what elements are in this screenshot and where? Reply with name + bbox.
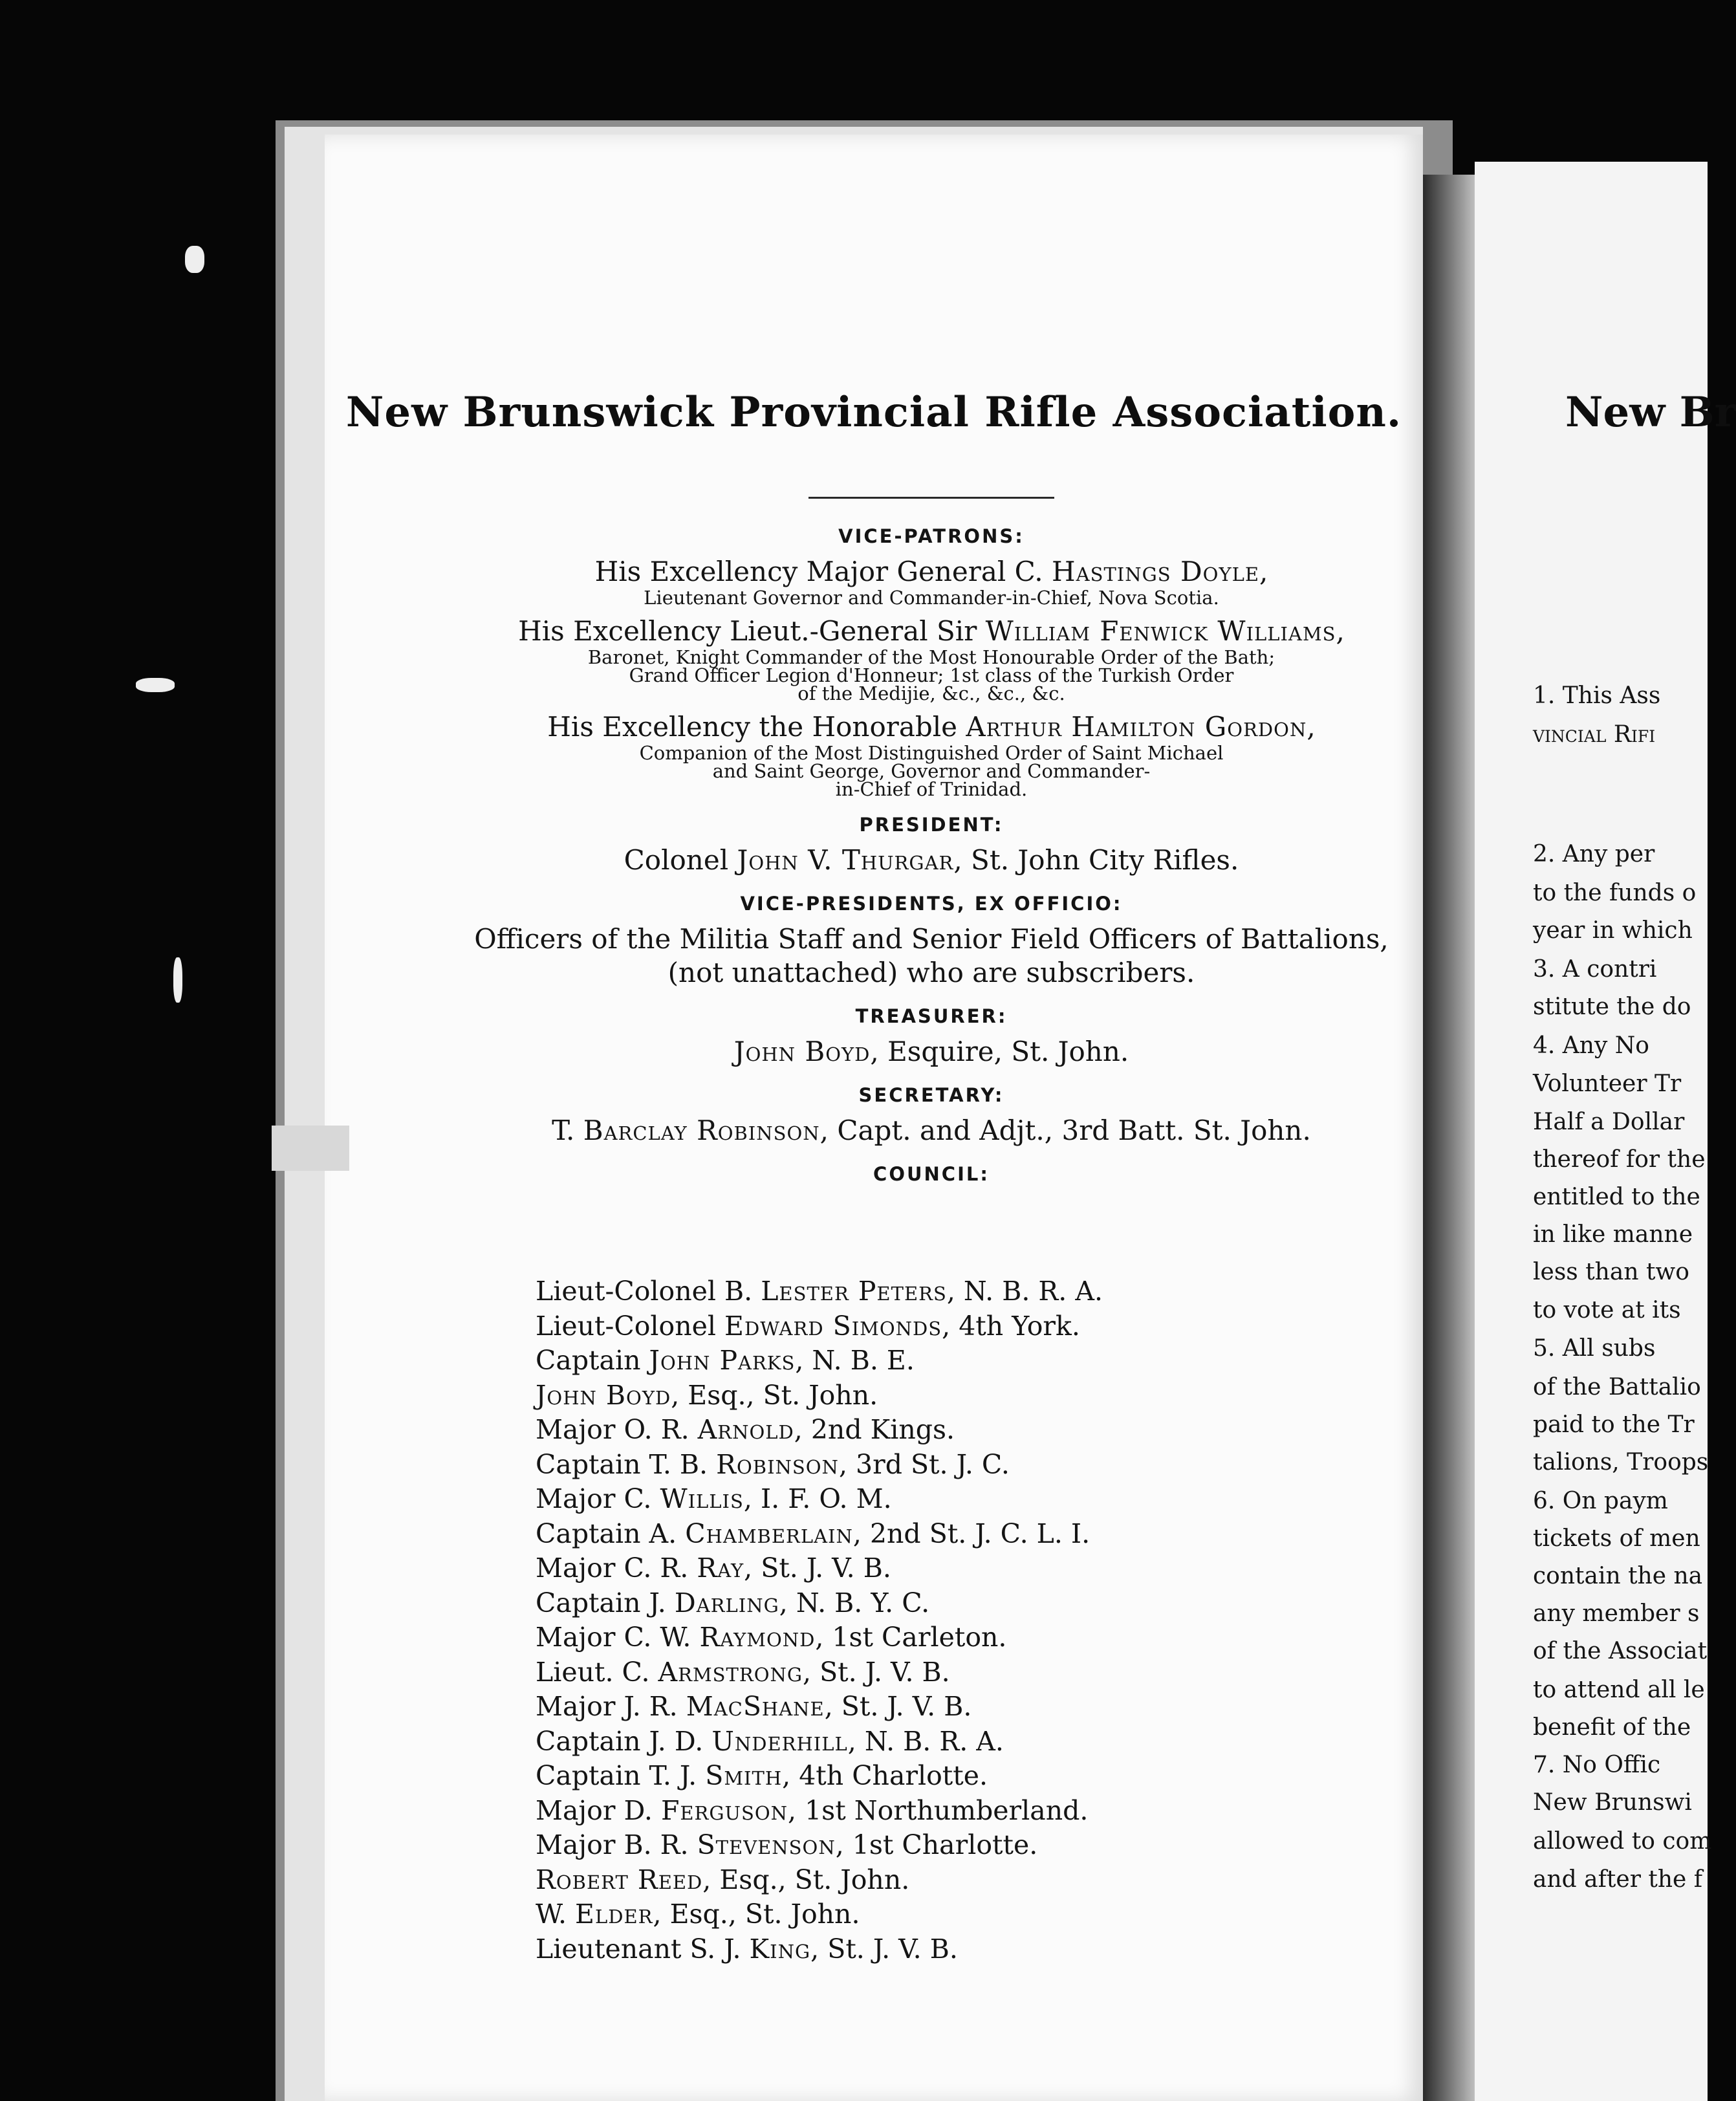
person-name: Arnold bbox=[697, 1414, 794, 1445]
person-name: Lester Peters bbox=[761, 1276, 947, 1307]
council-heading: COUNCIL: bbox=[873, 1163, 990, 1185]
council-member: Lieut. C. Armstrong, St. J. V. B. bbox=[536, 1656, 950, 1688]
person-name: John Boyd bbox=[536, 1379, 671, 1411]
president-line: Colonel John V. Thurgar, St. John City Rifles. bbox=[624, 844, 1239, 876]
person-name: Chamberlain bbox=[685, 1518, 853, 1549]
vice-presidents-line: (not unattached) who are subscribers. bbox=[667, 957, 1195, 988]
person-name: Edward Simonds bbox=[724, 1310, 942, 1342]
facing-page-line: less than two bbox=[1533, 1259, 1689, 1285]
vice-patron-detail: and Saint George, Governor and Commander- bbox=[712, 760, 1151, 782]
council-member: Major B. R. Stevenson, 1st Charlotte. bbox=[536, 1829, 1038, 1860]
page-fold bbox=[272, 1126, 349, 1171]
vice-patron-detail: of the Medijie, &c., &c., &c. bbox=[797, 682, 1065, 704]
person-name: Robinson bbox=[716, 1448, 839, 1480]
council-member: W. Elder, Esq., St. John. bbox=[536, 1899, 860, 1930]
facing-page-line: 5. All subs bbox=[1533, 1335, 1656, 1362]
vice-patron-detail: in-Chief of Trinidad. bbox=[835, 778, 1028, 800]
council-member: Captain J. D. Underhill, N. B. R. A. bbox=[536, 1725, 1004, 1757]
council-member: Captain T. J. Smith, 4th Charlotte. bbox=[536, 1760, 988, 1791]
council-member: Major J. R. MacShane, St. J. V. B. bbox=[536, 1691, 972, 1722]
vice-patron-entry bbox=[446, 615, 1416, 702]
person-name: Raymond bbox=[699, 1622, 816, 1653]
facing-page-line: 1. This Ass bbox=[1533, 682, 1661, 709]
person-name: William Fenwick Williams bbox=[985, 615, 1336, 647]
person-name: Hastings Doyle bbox=[1052, 556, 1260, 587]
facing-page-line: 4. Any No bbox=[1533, 1032, 1649, 1059]
facing-page-line: Half a Dollar bbox=[1533, 1109, 1685, 1135]
council-member: Lieut-Colonel Edward Simonds, 4th York. bbox=[536, 1310, 1080, 1342]
vice-patrons-heading: VICE-PATRONS: bbox=[838, 525, 1025, 547]
facing-page-line: to attend all le bbox=[1533, 1677, 1705, 1703]
person-name: MacShane bbox=[686, 1691, 825, 1722]
person-name: John V. Thurgar bbox=[737, 844, 954, 876]
person-name: John Parks bbox=[649, 1345, 796, 1376]
facing-page-line: 6. On paym bbox=[1533, 1488, 1668, 1514]
facing-page-line: New Brunswi bbox=[1533, 1789, 1692, 1816]
person-name: Darling bbox=[674, 1587, 779, 1618]
vice-patron-line: His Excellency Major General C. Hastings Doyle, bbox=[594, 556, 1268, 587]
facing-page-line: of the Battalio bbox=[1533, 1374, 1701, 1400]
facing-page-line: and after the f bbox=[1533, 1866, 1703, 1893]
facing-page-line: thereof for the bbox=[1533, 1146, 1706, 1173]
council-member: Lieutenant S. J. King, St. J. V. B. bbox=[536, 1933, 958, 1965]
facing-page-title: New Br bbox=[1565, 388, 1736, 437]
scan-speck bbox=[185, 246, 204, 273]
vice-presidents-line: Officers of the Militia Staff and Senior Field Officers of Battalions, bbox=[474, 923, 1389, 955]
treasurer-line: John Boyd, Esquire, St. John. bbox=[733, 1036, 1129, 1067]
person-name: Willis bbox=[660, 1483, 744, 1514]
vice-presidents-heading: VICE-PRESIDENTS, EX OFFICIO: bbox=[740, 893, 1123, 915]
council-member: Major O. R. Arnold, 2nd Kings. bbox=[536, 1414, 955, 1445]
person-name: Ray bbox=[697, 1552, 744, 1584]
council-member: Captain T. B. Robinson, 3rd St. J. C. bbox=[536, 1448, 1010, 1480]
facing-page-line: 2. Any per bbox=[1533, 841, 1655, 867]
scan-speck bbox=[136, 678, 175, 692]
council-member: Lieut-Colonel B. Lester Peters, N. B. R. A. bbox=[536, 1276, 1103, 1307]
facing-page-line: any member s bbox=[1533, 1600, 1700, 1627]
title-rule bbox=[808, 497, 1054, 499]
facing-page-line: year in which bbox=[1533, 917, 1693, 944]
council-member: Major D. Ferguson, 1st Northumberland. bbox=[536, 1794, 1089, 1826]
facing-page-line: to the funds o bbox=[1533, 880, 1697, 906]
facing-page-line: of the Associat bbox=[1533, 1638, 1708, 1664]
person-name: John Boyd bbox=[733, 1036, 871, 1067]
treasurer-heading: TREASURER: bbox=[855, 1005, 1008, 1027]
facing-page-line: paid to the Tr bbox=[1533, 1411, 1695, 1438]
facing-page-line: Volunteer Tr bbox=[1533, 1071, 1682, 1097]
council-member: Captain John Parks, N. B. E. bbox=[536, 1345, 915, 1376]
document-title: New Brunswick Provincial Rifle Association. bbox=[345, 388, 1402, 437]
scan-speck bbox=[173, 957, 182, 1003]
facing-page-line: in like manne bbox=[1533, 1221, 1693, 1248]
officers-list bbox=[446, 517, 1416, 1193]
vice-patron-line: His Excellency the Honorable Arthur Hamilton Gordon, bbox=[547, 711, 1316, 743]
president-heading: PRESIDENT: bbox=[859, 814, 1004, 836]
person-name: Smith bbox=[705, 1760, 783, 1791]
council-member-list bbox=[536, 1274, 1376, 1966]
vice-patron-entry bbox=[446, 555, 1416, 607]
person-name: Underhill bbox=[711, 1725, 848, 1757]
person-name: Ferguson bbox=[660, 1794, 788, 1826]
person-name: Robert Reed bbox=[536, 1864, 703, 1895]
person-name: Stevenson bbox=[697, 1829, 836, 1860]
council-member: Major C. W. Raymond, 1st Carleton. bbox=[536, 1622, 1007, 1653]
facing-page-line: 7. No Offic bbox=[1533, 1752, 1661, 1778]
council-member: Captain J. Darling, N. B. Y. C. bbox=[536, 1587, 930, 1618]
council-member: Robert Reed, Esq., St. John. bbox=[536, 1864, 910, 1895]
vice-patron-entry bbox=[446, 710, 1416, 798]
vice-patron-detail: Lieutenant Governor and Commander-in-Chief, Nova Scotia. bbox=[644, 587, 1219, 609]
vice-patron-detail: Grand Officer Legion d'Honneur; 1st class of the Turkish Order bbox=[629, 664, 1234, 686]
facing-page-line: to vote at its bbox=[1533, 1297, 1681, 1323]
secretary-line: T. Barclay Robinson, Capt. and Adjt., 3rd Batt. St. John. bbox=[552, 1115, 1311, 1146]
council-member: John Boyd, Esq., St. John. bbox=[536, 1379, 878, 1411]
facing-page-line: entitled to the bbox=[1533, 1184, 1700, 1210]
facing-page-line: tickets of men bbox=[1533, 1525, 1700, 1552]
vice-patron-line: His Excellency Lieut.-General Sir William Fenwick Williams, bbox=[518, 615, 1345, 647]
facing-page-line: 3. A contri bbox=[1533, 956, 1657, 983]
person-name: King bbox=[749, 1933, 811, 1965]
vice-patron-detail: Companion of the Most Distinguished Order of Saint Michael bbox=[639, 742, 1224, 764]
vice-patron-detail: Baronet, Knight Commander of the Most Honourable Order of the Bath; bbox=[587, 646, 1275, 668]
book-gutter bbox=[1423, 175, 1475, 2101]
council-member: Captain A. Chamberlain, 2nd St. J. C. L. I. bbox=[536, 1518, 1090, 1549]
facing-page-line: vincial Rifi bbox=[1533, 721, 1656, 748]
person-name: Armstrong bbox=[658, 1656, 803, 1688]
council-member: Major C. R. Ray, St. J. V. B. bbox=[536, 1552, 891, 1584]
person-name: Barclay Robinson bbox=[583, 1115, 820, 1146]
facing-page-line: stitute the do bbox=[1533, 994, 1691, 1020]
facing-page-line: benefit of the bbox=[1533, 1714, 1691, 1741]
council-member: Major C. Willis, I. F. O. M. bbox=[536, 1483, 892, 1514]
person-name: Arthur Hamilton Gordon bbox=[966, 711, 1307, 743]
facing-page-line: contain the na bbox=[1533, 1563, 1703, 1589]
facing-page-line: allowed to com bbox=[1533, 1828, 1712, 1855]
facing-page-line: talions, Troops bbox=[1533, 1449, 1709, 1475]
person-name: Elder bbox=[575, 1899, 653, 1930]
secretary-heading: SECRETARY: bbox=[858, 1084, 1004, 1106]
